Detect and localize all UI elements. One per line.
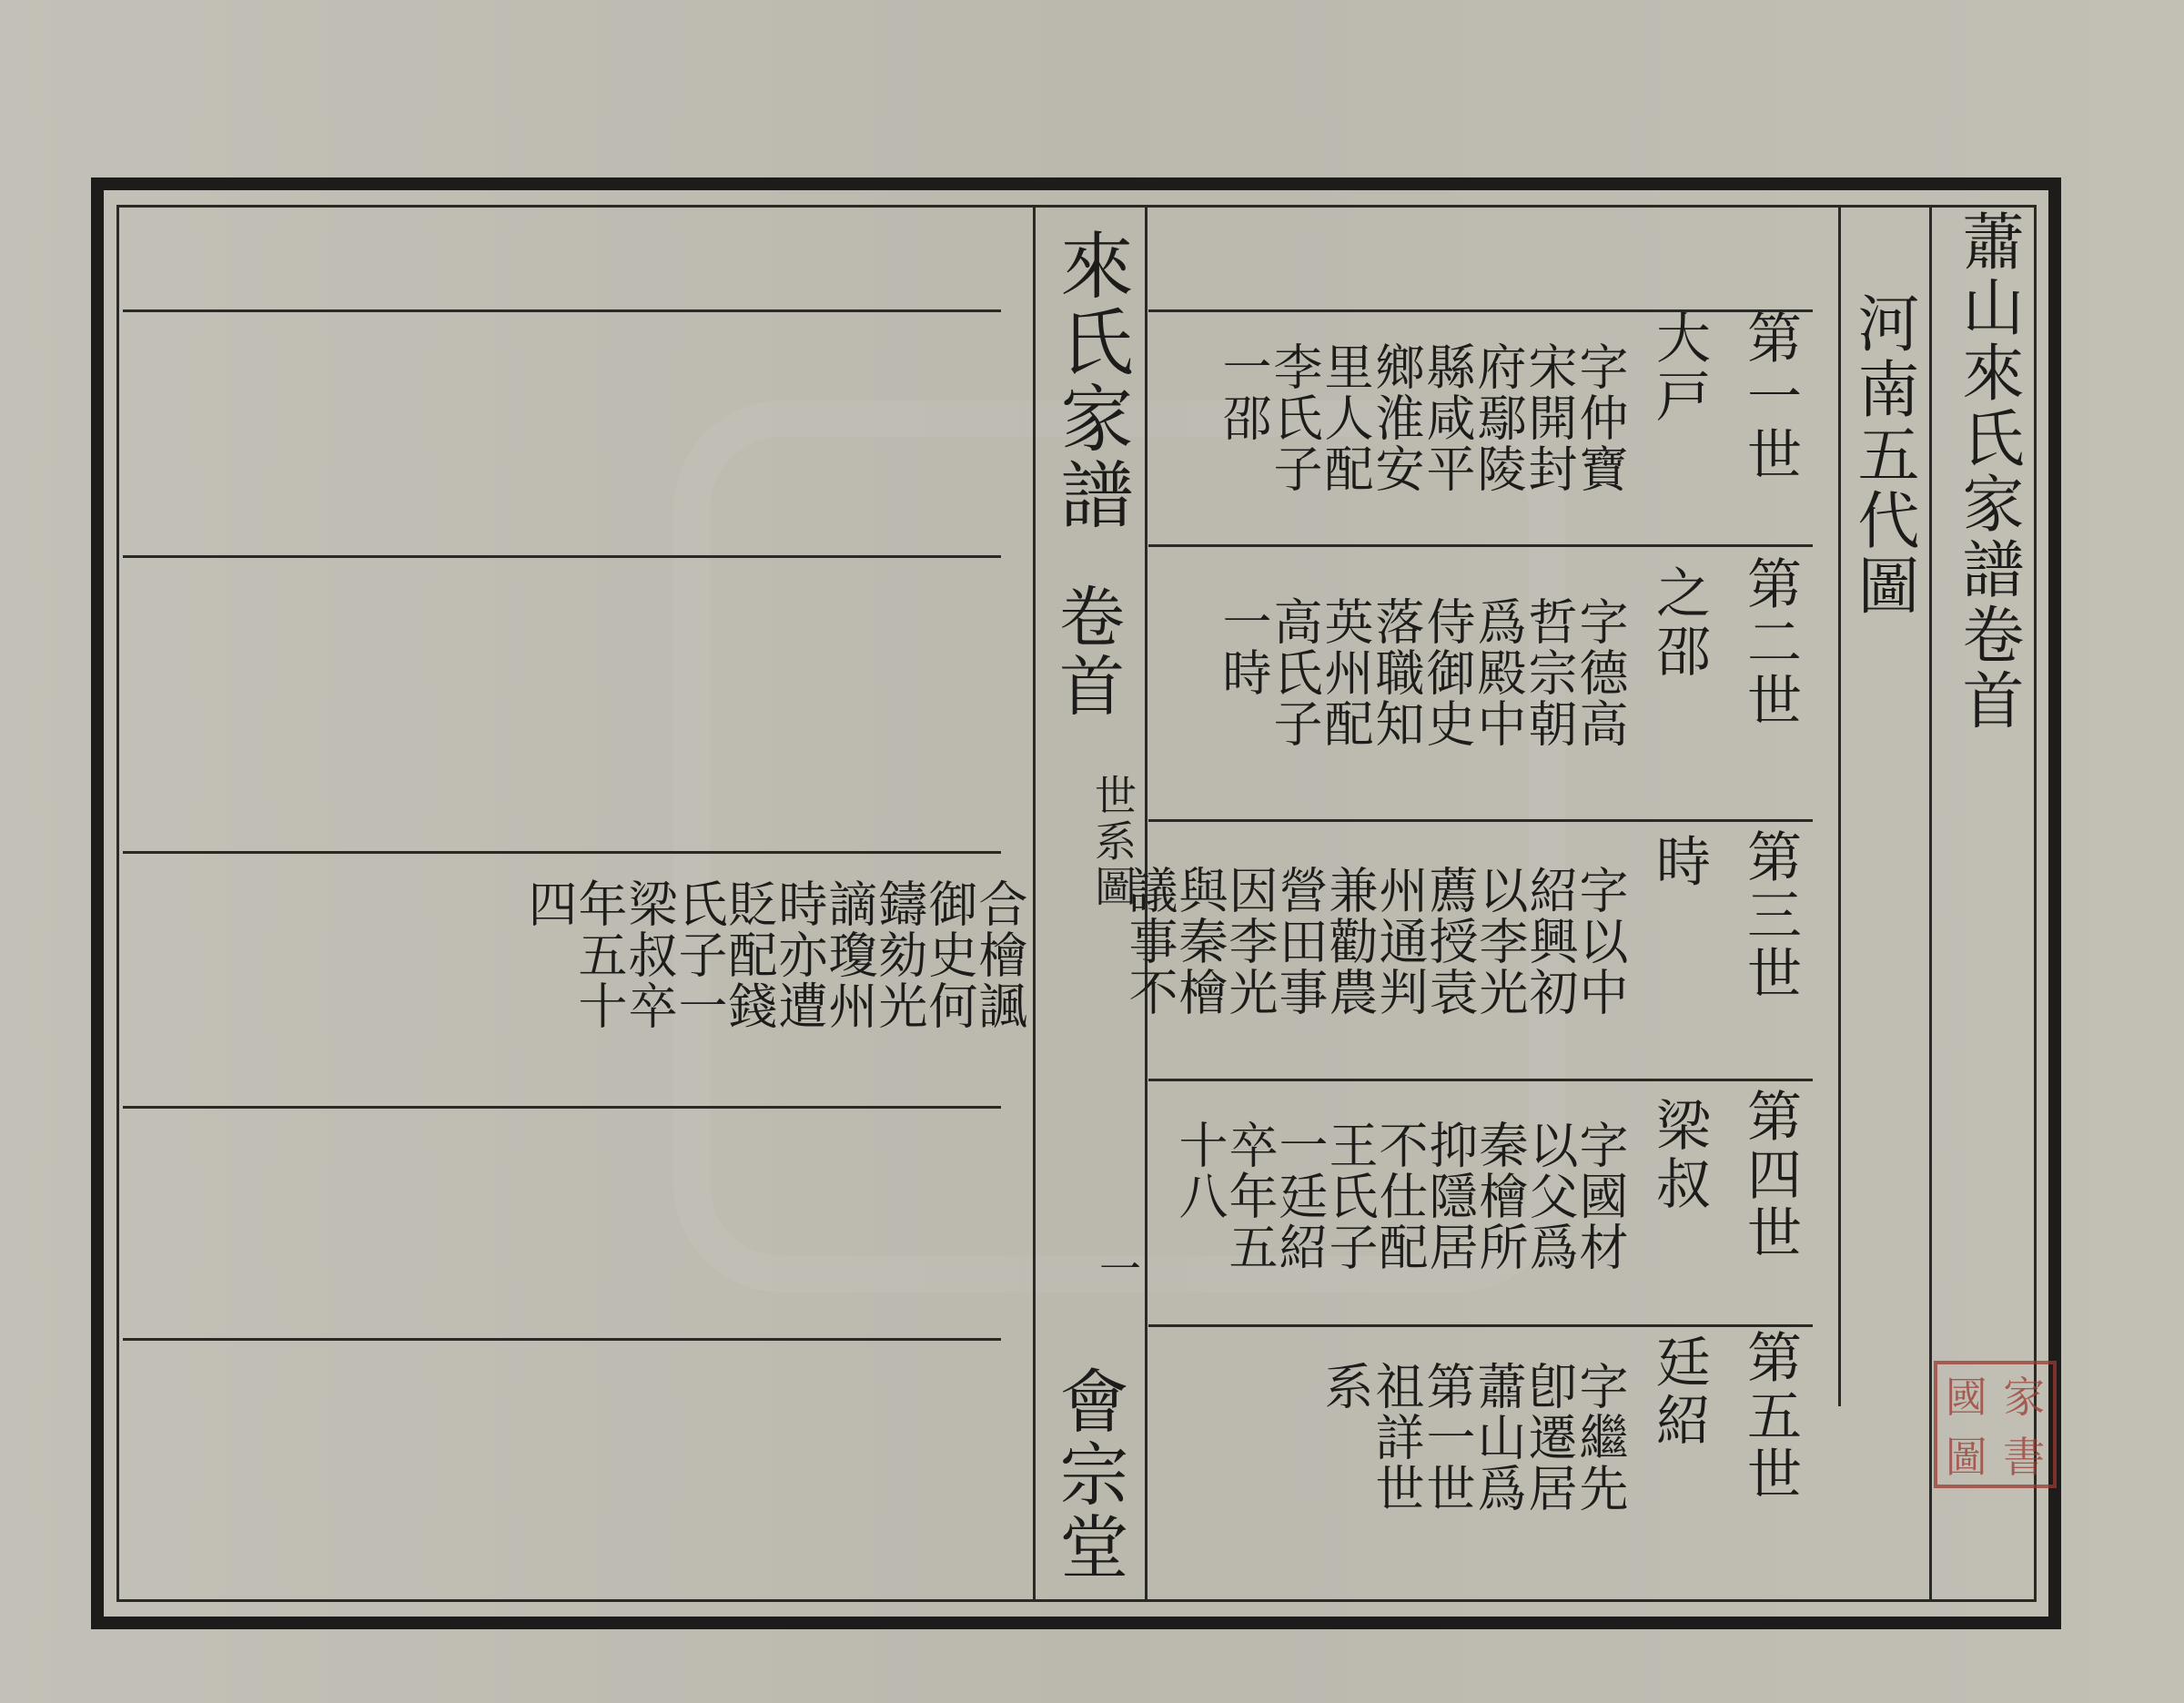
generation-2-bio: 字德高 哲宗朝 爲殿中 侍御史 落職知 英州配 高氏子 一時 <box>1215 596 1629 749</box>
generation-5-label: 第五世 <box>1738 1329 1802 1504</box>
left-tier-line-2 <box>123 555 1001 558</box>
library-seal: 國 家 圖 書 <box>1934 1361 2057 1488</box>
tier-line-4 <box>1148 1079 1813 1081</box>
title-divider <box>1838 205 1841 1406</box>
left-tier-line-3 <box>123 851 1001 854</box>
volume-label: 卷首 <box>1048 583 1125 721</box>
section-label: 世系圖 <box>1088 774 1138 910</box>
tier-line-1 <box>1148 309 1813 312</box>
generation-2-label: 第二世 <box>1738 555 1802 730</box>
generation-3-bio: 字以中 紹興初 以李光 薦授袁 州通判 兼勸農 營田事 因李光 與秦檜 議事不 <box>1121 865 1629 1018</box>
generation-4-name: 梁叔 <box>1647 1097 1711 1213</box>
margin-divider <box>1929 205 1932 1602</box>
margin-title: 蕭山來氏家譜卷首 <box>1952 209 2024 734</box>
tier-line-5 <box>1148 1324 1813 1327</box>
generation-4-label: 第四世 <box>1738 1088 1802 1262</box>
generation-1-name: 大戸 <box>1647 309 1711 426</box>
generation-3-name: 時 <box>1647 833 1711 891</box>
generation-3-label: 第三世 <box>1738 828 1802 1003</box>
generation-2-name: 之邵 <box>1647 564 1711 681</box>
chart-title: 河南五代圖 <box>1847 291 1919 619</box>
left-tier-line-4 <box>123 1106 1001 1109</box>
tier-line-3 <box>1148 819 1813 822</box>
generation-1-bio: 字仲寶 宋開封 府鄢陵 縣咸平 鄉淮安 里人配 李氏子 一邵 <box>1215 341 1629 494</box>
left-tier-line-1 <box>123 309 1001 312</box>
left-tier-line-5 <box>123 1338 1001 1341</box>
page-number: 一 <box>1093 1247 1142 1292</box>
generation-5-name: 廷紹 <box>1647 1333 1711 1450</box>
continuation-text: 合檜諷 御史何 鑄劾光 謫瓊州 時亦遭 貶配錢 氏子一 梁叔卒 年五十 四 <box>521 878 1028 1031</box>
tier-line-2 <box>1148 544 1813 547</box>
generation-4-bio: 字國材 以父爲 秦檜所 抑隱居 不仕配 王氏子 一廷紹 卒年五 十八 <box>1171 1120 1629 1272</box>
generation-1-label: 第一世 <box>1738 309 1802 484</box>
generation-5-bio: 字繼先 卽遷居 蕭山爲 第一世 祖詳世 系 <box>1317 1361 1629 1514</box>
book-title: 來氏家譜 <box>1048 228 1133 533</box>
spine-line-left <box>1033 205 1036 1602</box>
hall-name: 會宗堂 <box>1048 1365 1129 1584</box>
